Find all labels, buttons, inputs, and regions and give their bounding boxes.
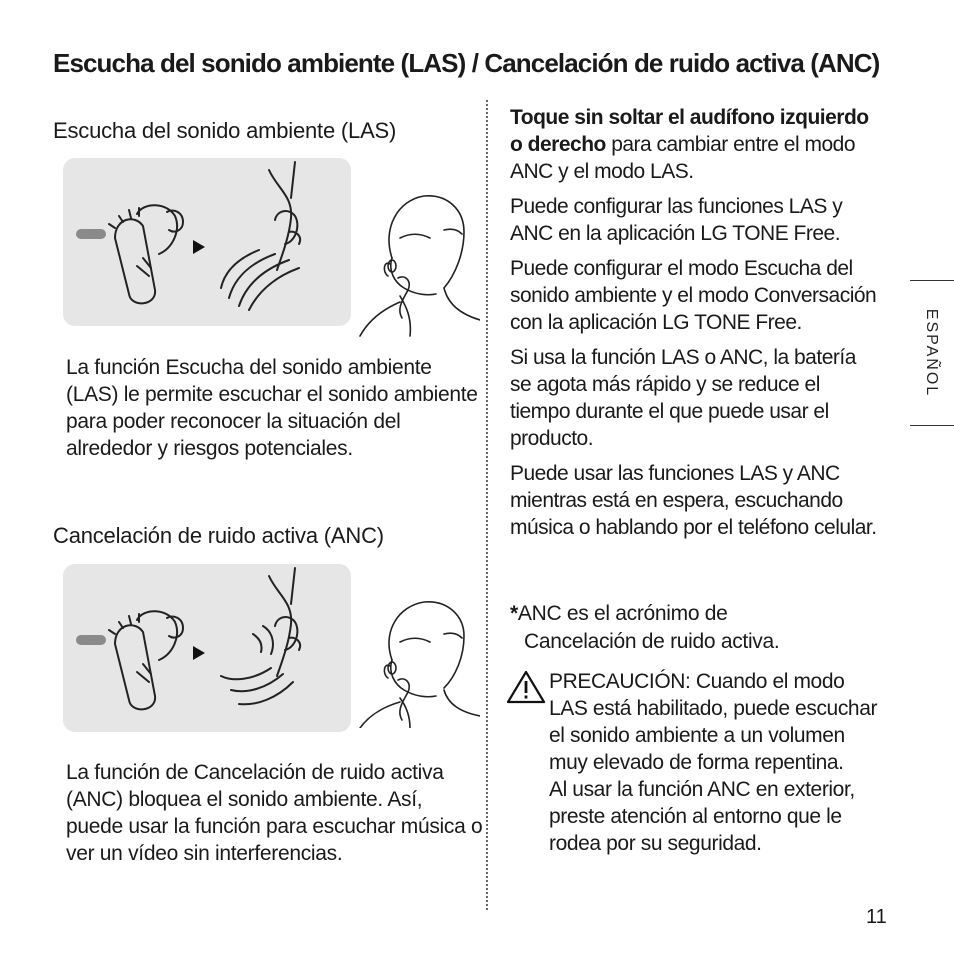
las-head-icon	[352, 178, 480, 338]
anc-head-icon	[352, 586, 480, 728]
instruction-rest: para cambiar entre el modo ANC y el modo LAS.	[510, 133, 855, 183]
anc-paragraph: La función de Cancelación de ruido activa (ANC) bloquea el sonido ambiente. Así, puede usar la función para escuchar música o ver un vídeo sin interferencias.	[66, 761, 483, 865]
battery-paragraph: Si usa la función LAS o ANC, la batería se agota más rápido y se reduce el tiempo durante el que puede usar el producto.	[510, 346, 856, 450]
anc-illustration-drawing	[63, 564, 351, 732]
caution-text	[549, 668, 886, 857]
ear-earbud-icon	[269, 568, 300, 676]
note-line1: ANC es el acrónimo de	[517, 602, 728, 625]
play-arrow-icon	[193, 240, 205, 254]
las-paragraph: La función Escucha del sonido ambiente (LAS) le permite escuchar el sonido ambiente para poder reconocer la situación del alrededor y riesgos potenciales.	[66, 356, 478, 460]
warning-triangle-icon	[506, 670, 546, 704]
las-heading: Escucha del sonido ambiente (LAS)	[53, 118, 397, 143]
usage-paragraph: Puede usar las funciones LAS y ANC mientras está en espera, escuchando música o hablando por el teléfono celular.	[510, 462, 877, 539]
page-title: Escucha del sonido ambiente (LAS) / Cancelación de ruido activa (ANC)	[53, 48, 880, 78]
indicator-light-icon	[76, 229, 106, 239]
page-number: 11	[866, 906, 887, 928]
config-modes-paragraph: Puede configurar el modo Escucha del sonido ambiente y el modo Conversación con la aplicación LG TONE Free.	[510, 257, 877, 334]
caution-block	[506, 668, 886, 857]
finger-icon	[115, 625, 155, 709]
note-line2: Cancelación de ruido activa.	[524, 630, 780, 653]
column-divider	[486, 100, 488, 910]
sound-waves-icon	[221, 250, 299, 310]
caution-text1: Cuando el modo LAS está habilitado, puede escuchar el sonido ambiente a un volumen muy elevado de forma repentina.	[549, 670, 878, 774]
caution-text2: Al usar la función ANC en exterior, preste atención al entorno que le rodea por su seguridad.	[549, 778, 855, 855]
tab-rule-top	[910, 280, 954, 281]
play-arrow-icon	[193, 646, 205, 660]
instruction-paragraph	[510, 104, 880, 185]
indicator-light-icon	[76, 635, 106, 645]
anc-note	[510, 600, 779, 656]
anc-heading: Cancelación de ruido activa (ANC)	[53, 523, 384, 548]
las-illustration	[63, 158, 351, 326]
las-illustration-drawing	[63, 158, 351, 326]
right-column	[510, 104, 880, 549]
config-paragraph: Puede configurar las funciones LAS y ANC en la aplicación LG TONE Free.	[510, 195, 843, 245]
anc-illustration	[63, 564, 351, 732]
sound-waves-blocked-icon	[221, 626, 293, 704]
language-label: ESPAÑOL	[923, 308, 940, 398]
tab-rule-bottom	[910, 425, 954, 426]
instruction-bold: Toque sin soltar el audífono izquierdo o derecho	[510, 106, 869, 156]
note-asterisk: *	[510, 602, 518, 625]
finger-icon	[115, 219, 155, 303]
caution-label: PRECAUCIÓN:	[549, 670, 691, 693]
